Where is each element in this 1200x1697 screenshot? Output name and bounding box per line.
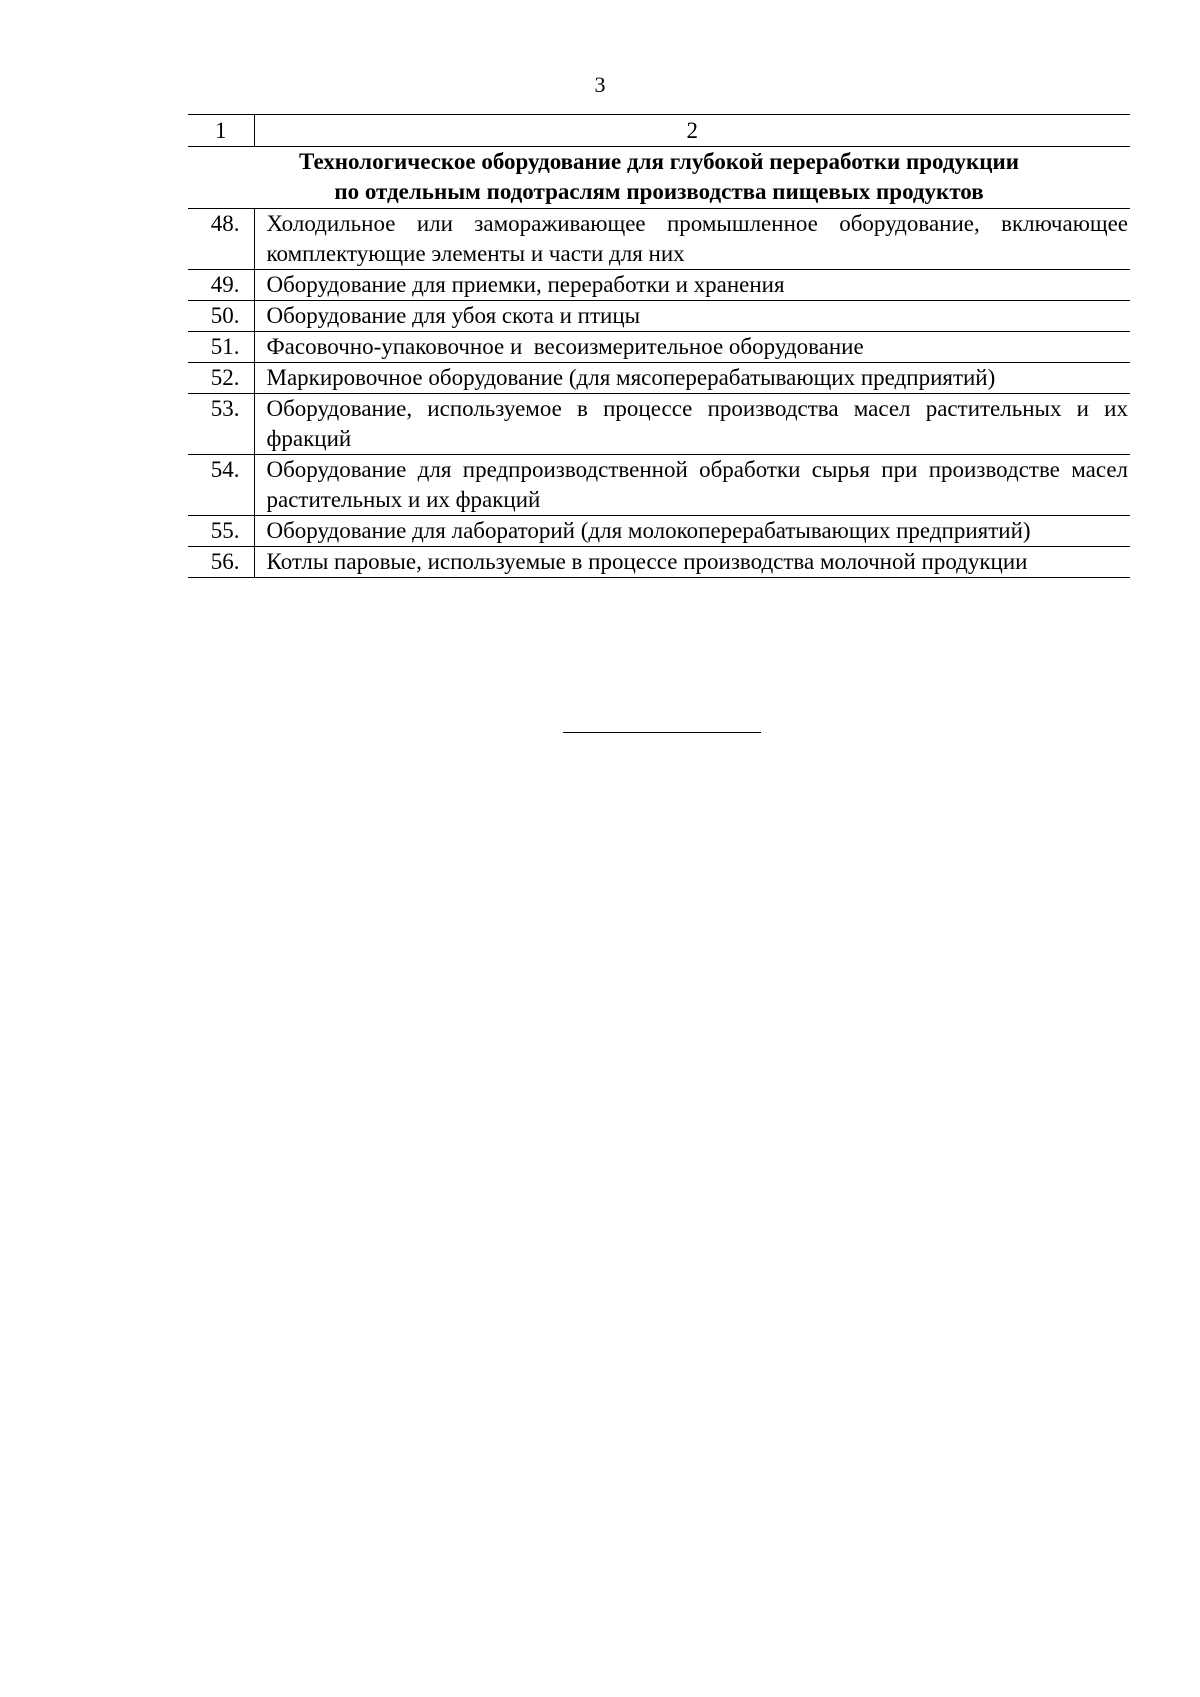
table-row: [188, 455, 1130, 516]
column-header-2: 2: [254, 115, 1130, 147]
table-row: [188, 270, 1130, 301]
table-row: [188, 301, 1130, 332]
row-text: Маркировочное оборудование (для мясоперерабатывающих предприятий): [254, 363, 1130, 394]
section-title: [188, 147, 1130, 209]
section-title-line-2: по отдельным подотраслям производства пищевых продуктов: [334, 179, 984, 204]
table-row: [188, 363, 1130, 394]
section-title-row: [188, 147, 1130, 209]
page-number: 3: [594, 72, 606, 97]
row-text: Холодильное или замораживающее промышленное оборудование, включающее комплектующие элементы и части для них: [254, 209, 1130, 270]
row-text: Оборудование для убоя скота и птицы: [254, 301, 1130, 332]
row-number: 53.: [188, 394, 254, 455]
row-text: Оборудование для лабораторий (для молокоперерабатывающих предприятий): [254, 516, 1130, 547]
row-number: 48.: [188, 209, 254, 270]
table-row: [188, 394, 1130, 455]
row-number: 54.: [188, 455, 254, 516]
equipment-table: [188, 114, 1130, 578]
row-number: 49.: [188, 270, 254, 301]
row-number: 56.: [188, 547, 254, 578]
column-header-1: 1: [188, 115, 254, 147]
section-title-line-1: Технологическое оборудование для глубокой переработки продукции: [299, 149, 1019, 174]
table-row: [188, 209, 1130, 270]
row-number: 51.: [188, 332, 254, 363]
table-row: [188, 332, 1130, 363]
row-text: Котлы паровые, используемые в процессе производства молочной продукции: [254, 547, 1130, 578]
row-number: 55.: [188, 516, 254, 547]
table-row: [188, 516, 1130, 547]
row-number: 52.: [188, 363, 254, 394]
table-header-row: [188, 115, 1130, 147]
row-number: 50.: [188, 301, 254, 332]
row-text: Оборудование для приемки, переработки и хранения: [254, 270, 1130, 301]
end-of-document-rule: [563, 732, 761, 733]
row-text: Фасовочно-упаковочное и весоизмерительное оборудование: [254, 332, 1130, 363]
row-text: Оборудование для предпроизводственной обработки сырья при производстве масел растительных и их фракций: [254, 455, 1130, 516]
row-text: Оборудование, используемое в процессе производства масел растительных и их фракций: [254, 394, 1130, 455]
table-row: [188, 547, 1130, 578]
